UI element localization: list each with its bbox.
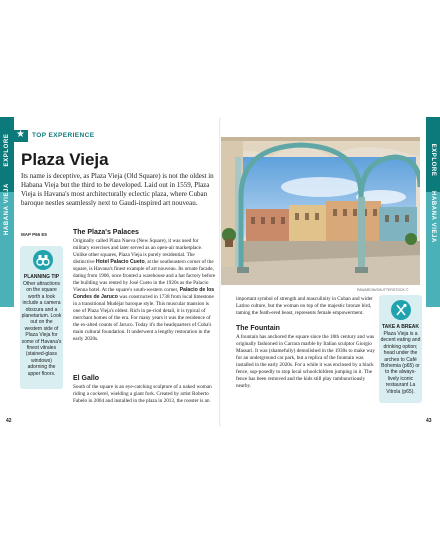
take-a-break-body: Plaza Vieja is a decent eating and drinking option; head under the arches to Café Bohemia (p65) or to the always-lively iconic restaurant La Vitrola (p65).: [380, 331, 421, 395]
planning-tip-body: Other attractions on the square worth a look include a camera obscura and a planetarium. Look out on the western side of Plaza Vieja for some of Havana's finest vitrales (stained-glass windows) adorning the upper floors.: [21, 281, 62, 377]
intro-paragraph: Its name is deceptive, as Plaza Vieja (Old Square) is not the oldest in Habana Vieja but the third to be developed. Laid out in 1559, Plaza Vieja is Havana's most architecturally eclectic plaza, where Cuban baroque nestles seamlessly next to Gaudi-inspired art nouveau.: [21, 172, 214, 207]
el-gallo-continued-text: important symbol of strength and masculinity in Cuban and wider Latino culture, but the woman on top of the majestic bronze bird, taming the feath-ered beast, represents female empowerment.: [236, 296, 373, 316]
left-tab-explore-label: EXPLORE: [4, 133, 10, 167]
el-gallo-text: South of the square is an eye-catching sculpture of a naked woman riding a cockerel, wielding a giant fork. Created by artist Roberto Fabelo in 2004 and installed in the plaza in 2013, the rooster is an: [73, 384, 212, 404]
palaces-text-part1: Originally called Plaza Nueva (New Square), it was used for military exercises and later served as an open-air marketplace. Unlike other squares, Plaza Vieja is purely residential. The distinctive: [73, 238, 203, 265]
top-experience-banner: [14, 130, 214, 142]
palacio-condes-jaruco-name: Palacio de los Condes de Jaruco: [73, 287, 215, 300]
palaces-text-part2: , at the southeastern corner of the square, is Havana's finest example of art nouveau. Its ornate facade, dating from 1906, once fronted a warehouse and a hat factory before the building was rented by José Cueto in the 1920s as the Palacio Vienna hotel. At the square's south-western corner,: [73, 259, 216, 293]
take-a-break-title: TAKE A BREAK: [381, 324, 420, 330]
map-reference: MAP P66 E5: [21, 232, 47, 237]
left-tab-section-label: HABANA VIEJA: [4, 183, 10, 235]
right-tab-section-label: HABANA VIEJA: [430, 191, 436, 243]
plaza-vieja-photo: [221, 137, 420, 285]
palaces-heading: The Plaza's Palaces: [73, 229, 139, 236]
right-tab-explore-label: EXPLORE: [430, 143, 436, 177]
photo-caption: PAWARDIN/SHUTTERSTOCK ©: [357, 288, 409, 292]
page-title: Plaza Vieja: [21, 150, 109, 169]
page-number-right: 43: [426, 418, 432, 424]
binoculars-icon: [33, 250, 53, 270]
page-number-left: 42: [6, 418, 12, 424]
star-icon: ★: [16, 129, 25, 140]
hotel-palacio-cueto-name: Hotel Palacio Cueto: [95, 259, 145, 265]
top-experience-label: TOP EXPERIENCE: [32, 132, 95, 139]
palaces-text: [73, 238, 216, 343]
fountain-text: A fountain has anchored the square since the 18th century and was originally fashioned in Carrara marble by Italian sculptor Giorgio Massari. It was (shamefully) demolished in the 1930s to make way for an underground car park, but a replica of the fountain was installed in the early 2020s. For a while it was enclosed by a black fence, sup-posedly to stop local schoolchildren jumping in it. The fence has been removed and the kids still play rambunctiously nearby.: [236, 334, 376, 389]
palaces-text-part3: was constructed in 1738 from local limestone in a transitional Mudéjar baroque style. This muscular mansion is one of Plaza Vieja's oldest. Rich in pe-riod detail, it is typical of merchant homes of the era. For many years it was the residence of the ex-alted counts of Jaruco. Today it's the headquarters of Cuba's main cultural foundation. It underwent a lengthy restoration in the early 2020s.: [73, 294, 214, 342]
cutlery-icon: [391, 300, 411, 320]
el-gallo-heading: El Gallo: [73, 375, 100, 382]
planning-tip-title: PLANNING TIP: [23, 274, 60, 280]
fountain-heading: The Fountain: [236, 325, 280, 332]
